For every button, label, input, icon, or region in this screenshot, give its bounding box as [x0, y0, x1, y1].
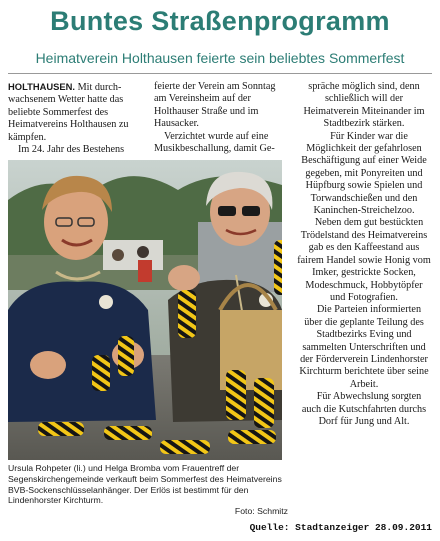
paragraph: Verzichtet wurde auf eine Musikbeschallung, damit Ge-	[154, 130, 275, 155]
paragraph: spräche möglich sind, denn schließlich will der Heimatverein Miteinander im Stadtbezirk stärken.	[303, 81, 425, 130]
divider	[8, 73, 432, 74]
paragraph: Für Abwechslung sorgten auch die Kutschfahrten durchs Dorf für Jung und Alt.	[301, 391, 427, 427]
paragraph: Für Kinder war die Möglichkeit der gefahrlosen Beschäftigung auf einer Weide gegeben, mit Ponyreiten und Hüpfburg sowie Spielen und Torwandschießen und den Kaninchen-Streichelzoo.	[301, 130, 427, 217]
photo-credit: Foto: Schmitz	[234, 506, 288, 517]
article-column-1	[8, 81, 144, 156]
subheadline: Heimatverein Holthausen feierte sein beliebtes Sommerfest	[35, 50, 405, 66]
paragraph: Neben dem gut bestückten Trödelstand des Heimatvereins gab es den Kaffeestand aus fairem Handel sowie Honig vom Imker, gestrickte Socken, Modeschmuck, Hobbytöpfer und Fotografien.	[297, 217, 431, 303]
article-column-3	[297, 81, 431, 428]
source-note: Quelle: Stadtanzeiger 28.09.2011	[249, 522, 432, 533]
paragraph: feierte der Verein am Sonntag am Vereinsheim auf der Holthauser Straße und im Hausacker.	[154, 81, 276, 130]
dateline: HOLTHAUSEN.	[8, 81, 76, 92]
paragraph: Im 24. Jahr des Bestehens	[18, 144, 125, 156]
photo-two-women-with-bvb-socks	[8, 160, 282, 460]
paragraph	[8, 81, 144, 144]
caption-text: Ursula Rohpeter (li.) und Helga Bromba vom Frauentreff der Segenskirchengemeinde verkauft beim Sommerfest des Heimatvereins BVB-Sockenschlüsselanhänger. Der Erlös ist bestimmt für den Lindenhorster Kirchturm.	[8, 463, 282, 506]
headline: Buntes Straßenprogramm	[50, 6, 390, 36]
paragraph: Die Parteien informierten über die geplante Teilung des Stadtbezirks Eving und sammelten Unterschriften und der Förderverein Lindenhorster Kirchturm berichtete über seine Arbeit.	[299, 304, 429, 390]
article-column-2	[154, 81, 290, 155]
paragraph-text: Mit durch-wachsenem Wetter hatte das beliebte Sommerfest des Heimatvereins Holthausen zu kämpfen.	[8, 82, 129, 143]
photo-caption	[8, 463, 288, 517]
